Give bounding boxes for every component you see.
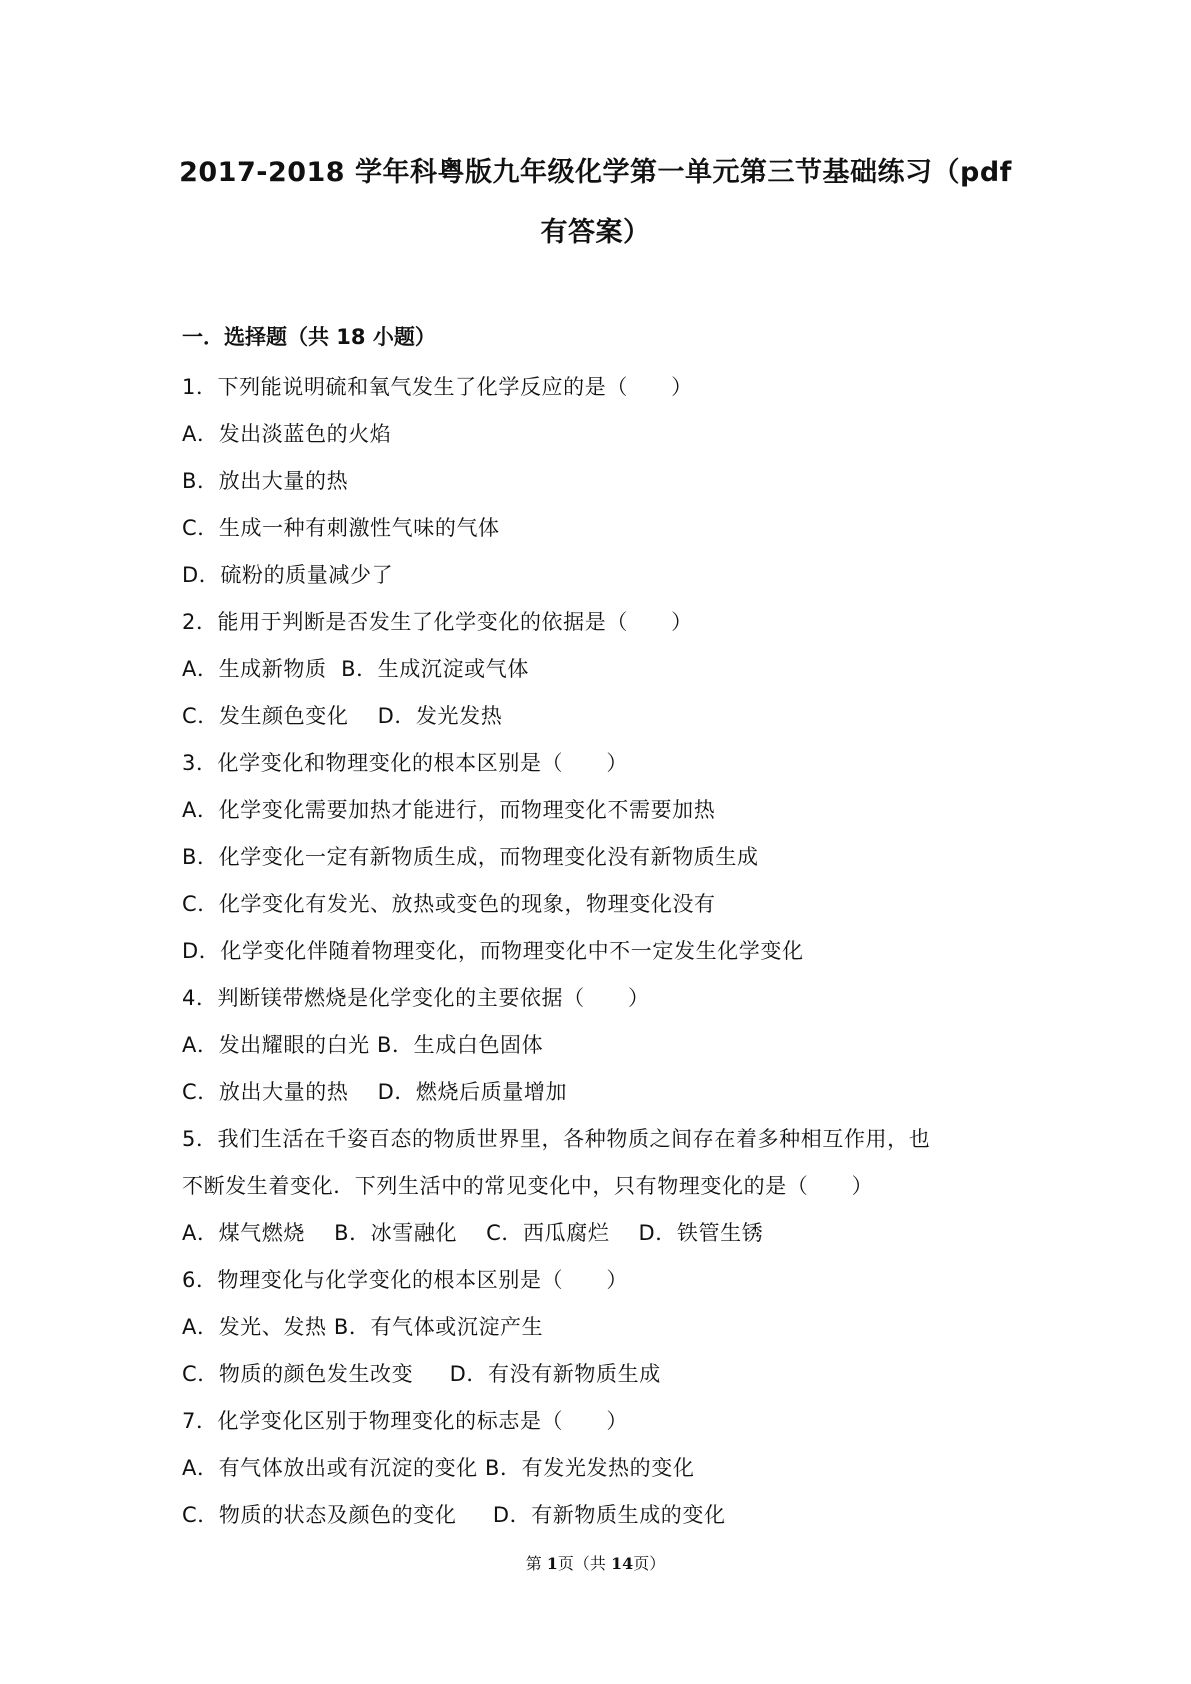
text-line: 6．物理变化与化学变化的根本区别是（ ） [182,1268,628,1292]
footer-suffix: 页） [633,1554,666,1573]
text-line: 3．化学变化和物理变化的根本区别是（ ） [182,751,628,775]
text-line: A．煤气燃烧 B．冰雪融化 C．西瓜腐烂 D．铁管生锈 [182,1221,764,1245]
text-line: 5．我们生活在千姿百态的物质世界里，各种物质之间存在着多种相互作用，也 [182,1127,931,1151]
title-line-1: 2017-2018 学年科粤版九年级化学第一单元第三节基础练习（pdf [179,157,1012,188]
footer-middle: 页（共 [557,1554,612,1573]
text-line: B．化学变化一定有新物质生成，而物理变化没有新物质生成 [182,845,759,869]
footer-page-number: 1 [546,1554,558,1573]
text-line: C．化学变化有发光、放热或变色的现象，物理变化没有 [182,892,716,916]
text-line: 4．判断镁带燃烧是化学变化的主要依据（ ） [182,986,650,1010]
text-line: A．发出淡蓝色的火焰 [182,422,392,446]
text-line: B．放出大量的热 [182,469,349,493]
title-line-2: 有答案） [540,217,651,248]
text-line: 不断发生着变化．下列生活中的常见变化中，只有物理变化的是（ ） [182,1174,874,1198]
document-title [150,143,1041,263]
text-line: A．化学变化需要加热才能进行，而物理变化不需要加热 [182,798,716,822]
text-line: C．物质的颜色发生改变 D．有没有新物质生成 [182,1362,661,1386]
footer-prefix: 第 [525,1554,547,1573]
text-line: A．有气体放出或有沉淀的变化 B．有发光发热的变化 [182,1456,695,1480]
text-line: A．生成新物质 B．生成沉淀或气体 [182,657,529,681]
question-list [182,372,1022,1547]
page-footer [0,1553,1191,1575]
text-line: 1．下列能说明硫和氧气发生了化学反应的是（ ） [182,375,693,399]
footer-total-pages: 14 [611,1554,634,1573]
text-line: 2．能用于判断是否发生了化学变化的依据是（ ） [182,610,693,634]
text-line: C．物质的状态及颜色的变化 D．有新物质生成的变化 [182,1503,726,1527]
text-line: A．发光、发热 B．有气体或沉淀产生 [182,1315,544,1339]
text-line: 7．化学变化区别于物理变化的标志是（ ） [182,1409,628,1433]
text-line: C．放出大量的热 D．燃烧后质量增加 [182,1080,568,1104]
text-line: D．化学变化伴随着物理变化，而物理变化中不一定发生化学变化 [182,939,804,963]
text-line: C．生成一种有刺激性气味的气体 [182,516,500,540]
section-heading: 一．选择题（共 18 小题） [182,325,436,349]
text-line: D．硫粉的质量减少了 [182,563,394,587]
text-line: A．发出耀眼的白光 B．生成白色固体 [182,1033,544,1057]
text-line: C．发生颜色变化 D．发光发热 [182,704,503,728]
